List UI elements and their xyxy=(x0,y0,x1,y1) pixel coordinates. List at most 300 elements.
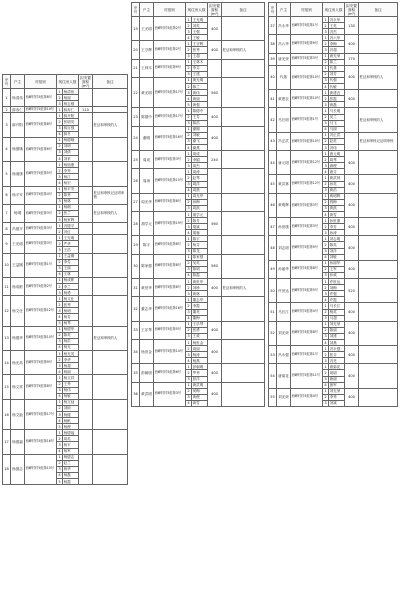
member-index: 1 xyxy=(187,41,190,46)
planned-area: 400 xyxy=(345,236,359,260)
member-index: 1 xyxy=(58,455,61,460)
member-name: 杨芳 xyxy=(63,314,79,320)
member-name: 杨平安 xyxy=(63,186,79,192)
row-number: 34 xyxy=(132,339,140,363)
village-group: 西峰村村5组第8号 xyxy=(25,89,57,107)
row-number: 50 xyxy=(269,279,277,303)
member-name: 唐元明 xyxy=(329,151,345,157)
member-index: 1 xyxy=(187,60,190,65)
member-name: 陈霞 xyxy=(192,272,208,278)
planned-area: 400 xyxy=(345,151,359,175)
member-index: 2 xyxy=(58,284,61,289)
remark xyxy=(93,137,128,161)
planned-area xyxy=(208,236,222,254)
household-head: 黄武明 xyxy=(140,382,154,406)
household-head: 刘志明 xyxy=(277,236,291,260)
member-index: 3 xyxy=(58,126,61,131)
member-name: 陈丽 xyxy=(329,327,345,333)
row-number: 32 xyxy=(132,297,140,321)
member-name: 王芳 xyxy=(192,114,208,120)
member-index: 4 xyxy=(187,316,190,321)
member-index: 2 xyxy=(187,175,190,180)
row-number: 49 xyxy=(269,260,277,278)
member-name: 黄浩 xyxy=(329,187,345,193)
planned-area: 170 xyxy=(345,53,359,65)
member-index: 1 xyxy=(324,303,327,308)
header-note: 备注 xyxy=(359,3,398,17)
row-number: 31 xyxy=(132,279,140,297)
row-number: 2 xyxy=(3,107,11,113)
village-group: 西峰村村5组第2号 xyxy=(25,277,57,295)
remark xyxy=(222,169,265,193)
member-index: 3 xyxy=(324,316,327,321)
member-name: 陈英 xyxy=(329,242,345,248)
row-number: 55 xyxy=(269,388,277,406)
member-name: 薛自强 xyxy=(63,125,79,131)
header-area: 拟安置面积(m²) xyxy=(209,3,220,16)
planned-area xyxy=(345,132,359,150)
member-name: 张勇 xyxy=(192,327,208,333)
member-index: 2 xyxy=(58,461,61,466)
planned-area xyxy=(79,89,93,107)
village-group: 西峰村村5组第3号 xyxy=(291,53,323,65)
member-name: 彭洋 xyxy=(192,376,208,382)
household-head: 董志华 xyxy=(140,297,154,321)
planned-area xyxy=(79,430,93,454)
member-name: 刘芳 xyxy=(329,71,345,77)
member-index: 2 xyxy=(324,23,327,28)
remark xyxy=(222,59,265,77)
village-group: 西峰村村5组第3号 xyxy=(154,151,186,169)
member-name: 马丽 xyxy=(329,126,345,132)
planned-area xyxy=(79,137,93,161)
member-name: 刘敏 xyxy=(192,132,208,138)
planned-area: 400 xyxy=(345,65,359,89)
planned-area xyxy=(79,113,93,137)
planned-area: 400 xyxy=(345,321,359,345)
member-name: 杨燕 xyxy=(192,358,208,364)
row-number: 52 xyxy=(269,321,277,345)
remark xyxy=(93,296,128,326)
member-index: 4 xyxy=(187,273,190,278)
member-name: 杨文灿 xyxy=(63,399,79,405)
household-head: 王益刚 xyxy=(11,253,25,277)
member-index: 2 xyxy=(324,72,327,77)
member-name: 黄世华 xyxy=(192,279,208,285)
member-name: 周成 xyxy=(192,151,208,157)
row-number: 5 xyxy=(3,162,11,186)
household-head: 唐菊花 xyxy=(277,364,291,388)
member-name: 杨琴 xyxy=(63,320,79,326)
member-index: 3 xyxy=(187,310,190,315)
remark xyxy=(222,364,265,382)
remark xyxy=(359,53,398,65)
planned-area: 400 xyxy=(345,35,359,53)
member-index: 4 xyxy=(58,156,61,161)
header-area: 拟安置面积(m²) xyxy=(346,3,357,16)
row-number: 14 xyxy=(3,351,11,375)
member-index: 4 xyxy=(324,127,327,132)
planned-area: 400 xyxy=(345,388,359,406)
planned-area: 400 xyxy=(208,41,222,59)
household-head: 杨平安 xyxy=(11,186,25,204)
left-table xyxy=(2,74,128,485)
member-name: 陈秀 xyxy=(63,192,79,198)
member-name: 刘燕 xyxy=(329,339,345,345)
remark xyxy=(93,277,128,295)
member-index: 2 xyxy=(324,96,327,101)
member-index: 3 xyxy=(58,290,61,295)
planned-area xyxy=(79,296,93,326)
planned-area: 400 xyxy=(345,346,359,364)
member-name: 黄武林 xyxy=(329,175,345,181)
member-index: 4 xyxy=(187,401,190,406)
member-name: 陈宇 xyxy=(192,236,208,242)
member-index: 2 xyxy=(58,193,61,198)
remark xyxy=(93,375,128,399)
member-index: 1 xyxy=(58,113,61,118)
row-number: 6 xyxy=(3,186,11,204)
member-index: 1 xyxy=(324,279,327,284)
member-index: 2 xyxy=(187,157,190,162)
remark xyxy=(359,90,398,108)
member-index: 4 xyxy=(324,212,327,217)
member-index: 3 xyxy=(58,308,61,313)
middle-table xyxy=(131,2,265,407)
household-head: 刘光荣 xyxy=(277,321,291,345)
member-name: 许霞 xyxy=(329,297,345,303)
member-index: 2 xyxy=(187,346,190,351)
member-name: 刘苹 xyxy=(63,156,79,162)
member-index: 2 xyxy=(58,229,61,234)
planned-area: 560 xyxy=(208,212,222,236)
member-index: 3 xyxy=(187,267,190,272)
member-index: 2 xyxy=(58,382,61,387)
member-name: 孙梅 xyxy=(192,199,208,205)
planned-area xyxy=(345,108,359,132)
member-name: 黄雪 xyxy=(192,400,208,406)
member-name: 王乐琴 xyxy=(192,321,208,327)
member-index: 3 xyxy=(324,188,327,193)
member-index: 1 xyxy=(58,89,61,94)
member-name: 黄光明 xyxy=(192,77,208,83)
row-number: 1 xyxy=(3,89,11,107)
household-head: 杨成彬 xyxy=(11,277,25,295)
village-group: 西峰村村5组第12号 xyxy=(291,175,323,193)
member-name: 王丽 xyxy=(63,265,79,271)
row-number: 26 xyxy=(132,169,140,193)
village-group: 西峰村村5组第2号 xyxy=(154,17,186,41)
member-name: 黄林 xyxy=(192,291,208,297)
member-index: 3 xyxy=(58,174,61,179)
member-name: 王建 xyxy=(192,71,208,77)
member-index: 1 xyxy=(324,90,327,95)
household-head: 冯六华 xyxy=(277,35,291,53)
household-head: 黄建农 xyxy=(277,90,291,108)
member-name: 张兰 xyxy=(63,210,79,216)
planned-area: 400 xyxy=(208,339,222,363)
remark xyxy=(222,126,265,150)
village-group: 西峰村村5组第9号 xyxy=(291,236,323,260)
row-number: 39 xyxy=(269,53,277,65)
planned-area xyxy=(79,454,93,484)
household-head: 刘光荣 xyxy=(277,388,291,406)
header-area: 拟安置面积(m²) xyxy=(80,75,91,88)
remark xyxy=(359,388,398,406)
row-number: 19 xyxy=(132,17,140,41)
member-index: 3 xyxy=(187,334,190,339)
member-name: 杨文仕 xyxy=(63,296,79,302)
household-head: 王乐琴 xyxy=(140,321,154,339)
member-name: 冯超 xyxy=(329,47,345,53)
remark xyxy=(359,346,398,364)
row-number: 23 xyxy=(132,108,140,126)
household-head: 杨文祥 xyxy=(11,375,25,399)
village-group: 西峰村村5组第10号 xyxy=(291,90,323,108)
member-name: 薛开阳 xyxy=(63,113,79,119)
member-index: 2 xyxy=(58,302,61,307)
member-name: 王林 xyxy=(63,271,79,277)
header-no: 序号 xyxy=(269,3,277,17)
remark xyxy=(359,151,398,175)
village-group: 西峰村村5组第9号 xyxy=(25,351,57,375)
village-group: 西峰村村5组第3号 xyxy=(25,235,57,253)
member-index: 1 xyxy=(324,236,327,241)
member-name: 刘志明 xyxy=(329,236,345,242)
row-number: 35 xyxy=(132,364,140,382)
member-name: 杨健 xyxy=(63,411,79,417)
member-name: 陈兰 xyxy=(192,84,208,90)
member-index: 1 xyxy=(187,383,190,388)
member-index: 3 xyxy=(187,90,190,95)
remark xyxy=(359,279,398,303)
member-name: 刘梅 xyxy=(329,285,345,291)
member-name: 董志华 xyxy=(192,297,208,303)
row-number: 48 xyxy=(269,236,277,260)
village-group: 西峰村村5组第17号 xyxy=(25,399,57,429)
member-name: 周洋 xyxy=(192,181,208,187)
row-number: 46 xyxy=(269,193,277,217)
household-head: 冯德平 xyxy=(11,223,25,235)
member-name: 杨勇 xyxy=(63,290,79,296)
member-index: 3 xyxy=(187,377,190,382)
member-index: 4 xyxy=(58,132,61,137)
member-name: 唐菊花 xyxy=(329,364,345,370)
household-head: 王光明 xyxy=(140,17,154,41)
member-name: 周杰 xyxy=(192,163,208,169)
member-index: 3 xyxy=(58,101,61,106)
member-index: 4 xyxy=(58,315,61,320)
member-name: 李芳 xyxy=(63,259,79,265)
right-header-row xyxy=(269,3,398,17)
member-index: 3 xyxy=(324,163,327,168)
row-number: 40 xyxy=(269,65,277,89)
member-index: 3 xyxy=(324,358,327,363)
household-head: 冯永华 xyxy=(277,17,291,35)
member-index: 1 xyxy=(58,187,61,192)
member-index: 5 xyxy=(58,479,61,484)
planned-area xyxy=(79,375,93,399)
household-head: 王光明 xyxy=(11,235,25,253)
member-name: 李芬 xyxy=(192,65,208,71)
member-name: 李兰 xyxy=(63,284,79,290)
member-name: 周晨 xyxy=(192,187,208,193)
row-number: 21 xyxy=(132,59,140,77)
planned-area xyxy=(79,162,93,186)
member-name: 杨超 xyxy=(63,363,79,369)
member-index: 1 xyxy=(324,261,327,266)
member-index: 3 xyxy=(187,224,190,229)
member-name: 王军 xyxy=(329,266,345,272)
middle-table-panel xyxy=(131,2,265,407)
member-name: 马长江 xyxy=(329,303,345,309)
village-group: 西峰村村5组第3号 xyxy=(291,218,323,236)
member-index: 2 xyxy=(324,370,327,375)
village-group: 西峰村村5组第4号 xyxy=(291,388,323,406)
member-index: 4 xyxy=(187,96,190,101)
member-index: 3 xyxy=(324,48,327,53)
member-name: 冯亮 xyxy=(329,358,345,364)
remark: 驻证和审核的人 xyxy=(222,279,265,297)
planned-area xyxy=(79,326,93,350)
member-index: 1 xyxy=(324,54,327,59)
member-name: 杨敏 xyxy=(63,393,79,399)
village-group: 西峰村村5组第6号 xyxy=(154,364,186,382)
planned-area: 400 xyxy=(208,382,222,406)
member-index: 2 xyxy=(324,60,327,65)
left-table-panel xyxy=(2,74,128,485)
row-number: 15 xyxy=(3,375,11,399)
village-group: 西峰村村5组第3号 xyxy=(154,382,186,406)
member-index: 3 xyxy=(187,139,190,144)
planned-area: 110 xyxy=(79,107,93,113)
member-name: 王守辉 xyxy=(192,41,208,47)
row-number: 12 xyxy=(3,296,11,326)
member-name: 何梅 xyxy=(192,388,208,394)
member-index: 1 xyxy=(324,17,327,22)
member-index: 4 xyxy=(58,180,61,185)
village-group: 西峰村村5组第8号 xyxy=(154,193,186,211)
member-index: 5 xyxy=(58,321,61,326)
member-index: 2 xyxy=(58,95,61,100)
member-index: 4 xyxy=(58,449,61,454)
planned-area: 130 xyxy=(345,17,359,35)
row-number: 27 xyxy=(132,193,140,211)
member-index: 1 xyxy=(187,151,190,156)
member-name: 李娟 xyxy=(192,157,208,163)
village-group: 西峰村村5组第4号 xyxy=(25,186,57,204)
member-name: 孙欢 xyxy=(329,272,345,278)
member-index: 3 xyxy=(58,467,61,472)
planned-area xyxy=(79,235,93,253)
remark xyxy=(93,162,128,186)
planned-area xyxy=(79,277,93,295)
member-name: 黄俊 xyxy=(192,394,208,400)
member-name: 刘光荣 xyxy=(329,321,345,327)
remark xyxy=(359,321,398,345)
village-group: 西峰村村5组第8号 xyxy=(291,260,323,278)
member-index: 4 xyxy=(58,272,61,277)
member-name: 李梅 xyxy=(329,41,345,47)
member-index: 2 xyxy=(187,66,190,71)
member-name: 唐芬 xyxy=(329,169,345,175)
header-name: 户主 xyxy=(11,75,25,89)
remark xyxy=(222,108,265,126)
planned-area xyxy=(79,399,93,429)
member-name: 陈德中 xyxy=(192,108,208,114)
member-index: 1 xyxy=(187,279,190,284)
member-name: 刘斌 xyxy=(329,400,345,406)
village-group: 西峰村村5组第15号 xyxy=(25,454,57,484)
member-index: 4 xyxy=(58,345,61,350)
member-name: 冯德平 xyxy=(63,223,79,229)
member-index: 4 xyxy=(187,188,190,193)
row-number: 9 xyxy=(3,235,11,253)
member-name: 王益刚 xyxy=(63,253,79,259)
member-name: 杨丽 xyxy=(63,369,79,375)
remark xyxy=(359,364,398,388)
member-index: 2 xyxy=(58,436,61,441)
remark xyxy=(359,17,398,35)
member-index: 2 xyxy=(324,200,327,205)
member-name: 薛冬 xyxy=(63,131,79,137)
member-index: 2 xyxy=(324,310,327,315)
member-index: 1 xyxy=(324,346,327,351)
member-name: 王光明 xyxy=(63,235,79,241)
remark xyxy=(359,303,398,321)
remark: 驻证和审核的人 xyxy=(93,204,128,222)
member-name: 杨世金 xyxy=(192,339,208,345)
member-index: 2 xyxy=(58,168,61,173)
member-name: 陈龙 xyxy=(192,248,208,254)
row-number: 8 xyxy=(3,223,11,235)
member-index: 3 xyxy=(324,401,327,406)
member-name: 张秀 xyxy=(192,47,208,53)
remark xyxy=(359,218,398,236)
member-index: 1 xyxy=(58,351,61,356)
member-index: 2 xyxy=(324,224,327,229)
village-group: 西峰村村5组第15号 xyxy=(154,169,186,193)
member-index: 2 xyxy=(187,303,190,308)
household-head: 马长明 xyxy=(277,108,291,132)
member-name: 杨明 xyxy=(63,308,79,314)
member-name: 黄伟 xyxy=(192,90,208,96)
member-index: 3 xyxy=(187,163,190,168)
member-name: 冯永华 xyxy=(329,17,345,23)
member-name: 杨华 xyxy=(63,466,79,472)
member-name: 孙涛 xyxy=(329,230,345,236)
row-number: 3 xyxy=(3,113,11,137)
member-name: 杨家辉 xyxy=(63,216,79,222)
member-index: 1 xyxy=(58,400,61,405)
member-index: 3 xyxy=(187,206,190,211)
header-no: 序号 xyxy=(132,3,140,17)
member-index: 1 xyxy=(324,66,327,71)
village-group: 西峰村村5组第12号 xyxy=(291,151,323,175)
header-note: 备注 xyxy=(222,3,265,17)
member-name: 杨德志 xyxy=(63,454,79,460)
village-group: 西峰村村5组第8号 xyxy=(25,375,57,399)
household-head: 薛寿仁 xyxy=(12,107,23,112)
member-index: 1 xyxy=(58,375,61,380)
village-group: 西峰村村5组第8号 xyxy=(25,113,57,137)
row-number: 18 xyxy=(3,454,11,484)
member-index: 2 xyxy=(58,357,61,362)
member-name: 张霞 xyxy=(329,96,345,102)
member-index: 1 xyxy=(187,194,190,199)
row-number: 22 xyxy=(132,77,140,107)
member-name: 刘洋 xyxy=(329,248,345,254)
